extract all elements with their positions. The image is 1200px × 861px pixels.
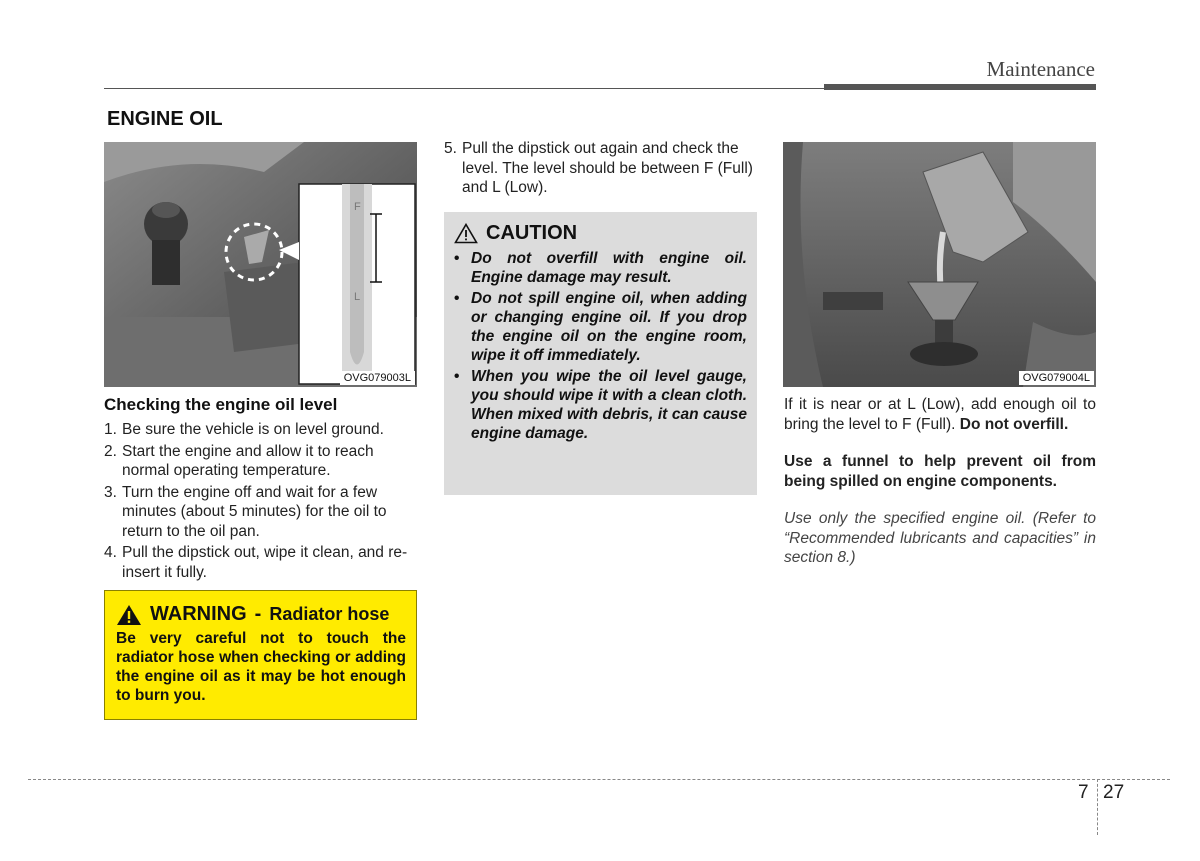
footer-rule <box>28 779 1170 780</box>
paragraph-funnel: Use a funnel to help prevent oil from being spilled on engine components. <box>784 453 1096 490</box>
list-item: 4. Pull the dipstick out, wipe it clean, and re-insert it fully. <box>104 544 408 581</box>
header-rule-thick <box>824 84 1096 90</box>
list-item: 2. Start the engine and allow it to reach normal operating temperature. <box>104 442 374 479</box>
running-header: Maintenance <box>986 57 1095 81</box>
list-item: 3. Turn the engine off and wait for a few minutes (about 5 minutes) for the oil to return to the oil pan. <box>104 483 387 540</box>
right-column-text <box>784 395 1096 586</box>
list-item: 5. Pull the dipstick out again and check the level. The level should be between F (Full) and L (Low). <box>444 140 753 196</box>
page-number: 27 <box>1103 782 1125 803</box>
checking-heading: Checking the engine oil level <box>104 395 338 414</box>
list-item: 1. Be sure the vehicle is on level ground. <box>104 421 384 438</box>
dipstick-mark-full: F <box>354 201 361 213</box>
warning-word: WARNING <box>150 603 247 625</box>
section-title: ENGINE OIL <box>107 108 223 130</box>
warning-triangle-icon <box>116 604 142 626</box>
steps-list-middle <box>444 139 757 200</box>
list-item: • Do not spill engine oil, when adding or changing engine oil. If you drop the engine oil on the engine room, wipe it off immediately. <box>454 290 747 364</box>
warning-subject: Radiator hose <box>269 604 390 624</box>
steps-list-left <box>104 420 417 584</box>
caution-header <box>454 222 747 245</box>
funnel-oil-photo <box>783 142 1096 387</box>
engine-dipstick-photo <box>104 142 417 387</box>
warning-separator: - <box>254 603 262 625</box>
header-rule <box>104 88 1096 89</box>
caution-list <box>454 249 747 443</box>
paragraph: If it is near or at L (Low), add enough oil to bring the level to F (Full). Do not overfill. <box>784 396 1096 433</box>
warning-body: Be very careful not to touch the radiator hose when checking or adding the engine oil as it may be hot enough to burn you. <box>116 630 406 704</box>
caution-triangle-icon <box>454 223 478 244</box>
image-code: OVG079004L <box>1019 371 1094 385</box>
caution-title: CAUTION <box>486 222 578 244</box>
image-code: OVG079003L <box>340 371 415 385</box>
chapter-number: 7 <box>1078 782 1089 803</box>
paragraph-specified-oil: Use only the specified engine oil. (Refer to “Recommended lubricants and capacities” in section 8.) <box>784 510 1096 566</box>
list-item: • When you wipe the oil level gauge, you should wipe it with a clean cloth. When mixed with debris, it can cause engine damage. <box>454 368 747 442</box>
dipstick-mark-low: L <box>354 291 361 303</box>
warning-header <box>116 603 406 626</box>
warning-box <box>104 590 417 720</box>
list-item: • Do not overfill with engine oil. Engine damage may result. <box>454 250 747 286</box>
footer-divider <box>1097 779 1098 835</box>
caution-box <box>444 212 757 495</box>
